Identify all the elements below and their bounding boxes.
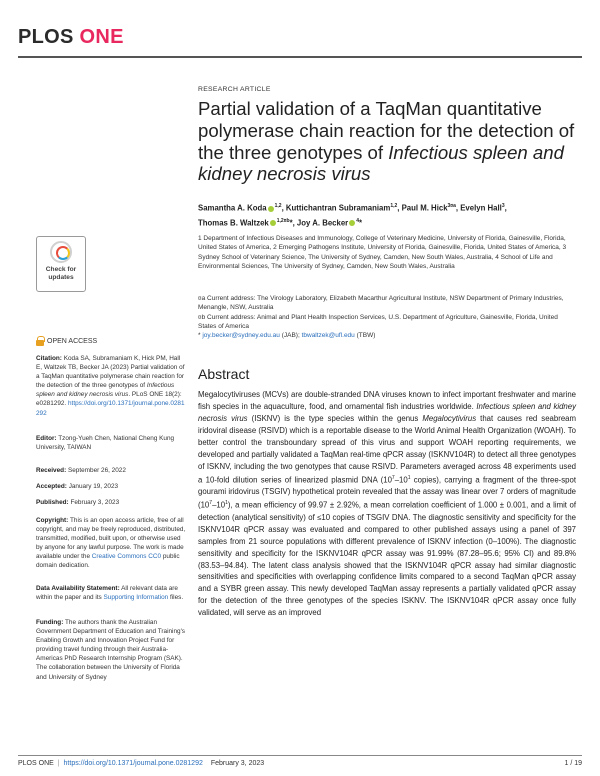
author-koda[interactable]: Samantha A. Koda (198, 203, 267, 213)
funding-text: The authors thank the Australian Government Department of Education and Training's Enabling Growth and Innovation Project Fund for providing travel funding through their Australia-Americas PhD Research Internship Program (SAK). The collaboration between the University of Florida and University of Sydney (36, 619, 185, 681)
abstract-sup: 7 (209, 500, 213, 507)
footer-journal: PLOS ONE (18, 760, 54, 767)
check-for-updates-badge[interactable] (36, 236, 86, 292)
accepted-block (36, 482, 186, 491)
email-waltzek-link[interactable]: tbwaltzek@ufl.edu (301, 332, 355, 339)
current-address-b: ¤b Current address: Animal and Plant Health Inspection Services, U.S. Department of Agriculture, Gainesville, Florida, United States of America (198, 313, 558, 330)
copyright-label: Copyright: (36, 517, 69, 524)
published-label: Published: (36, 499, 69, 506)
editor-label: Editor: (36, 435, 57, 442)
editor-text: Tzong-Yueh Chen, National Cheng Kung University, TAIWAN (36, 435, 175, 452)
open-access-label (36, 336, 97, 346)
abstract-part: –10 (212, 500, 226, 510)
footer-doi-link[interactable]: https://doi.org/10.1371/journal.pone.0281292 (63, 760, 203, 767)
funding-block (36, 618, 186, 682)
author-list (198, 200, 576, 229)
abstract-part: that causes red seabream iridoviral disease (RSIVD) which is a reportable disease to the World Animal Health Organization (WOAH). To better control the transboundary spread of this virus and support WOAH reporting requirements, we developed and partially validated a TaqMan real-time qPCR assay (ISKNV104R) to detect all three genotypes of ISKNV, including the two genotypes that cause RSIVD. Parameters averaged across 48 experiments used a 10-fold dilution series of linearized plasmid DNA (10 (198, 413, 576, 485)
received-block (36, 466, 186, 475)
editor-block (36, 434, 186, 452)
author-hick[interactable]: , Paul M. Hick (397, 203, 448, 213)
copyright-block (36, 516, 186, 571)
data-availability-label: Data Availability Statement: (36, 585, 120, 592)
current-address-a: ¤a Current address: The Virology Laboratory, Elizabeth Macarthur Agricultural Institute, NSW Department of Primary Industries, Menangle, NSW, Australia (198, 295, 564, 312)
logo-one: ONE (79, 26, 124, 48)
badge-line1: Check for (45, 266, 77, 273)
page-footer (18, 760, 582, 767)
header-rule (18, 56, 582, 58)
citation-block (36, 354, 186, 418)
abstract-part: copies), carrying a fragment of the three-spot gourami iridovirus (TSGIV) hypothetical protein revealed that the assay was linear over 7 orders of magnitude (10 (198, 475, 576, 510)
journal-logo[interactable] (18, 26, 124, 49)
open-access-text: OPEN ACCESS (47, 337, 98, 345)
author-waltzek[interactable]: Thomas B. Waltzek (198, 218, 269, 228)
badge-line2: updates (48, 273, 74, 281)
logo-plos: PLOS (18, 26, 74, 48)
page-number: 1 / 19 (564, 760, 582, 767)
correspondence (198, 331, 576, 340)
abstract-text (198, 389, 576, 619)
footer-date: February 3, 2023 (210, 760, 265, 767)
abstract-italic: Megalocytivirus (422, 413, 477, 423)
author-hall[interactable]: , Evelyn Hall (455, 203, 502, 213)
title-plain: Partial validation of a TaqMan quantitative polymerase chain reaction for the detection of the three genotypes of (198, 98, 575, 163)
footer-rule (18, 755, 582, 756)
current-addresses (198, 294, 576, 331)
affiliations: 1 Department of Infectious Diseases and Immunology, College of Veterinary Medicine, University of Florida, Gainesville, Florida, United States of America, 2 Emerging Pathogens Institute, University of Florida, Gainesville, Florida, United States of America, 3 Sydney School of Veterinary Science, The University of Sydney, Camden, New South Wales, Australia, 4 School of Life and Environmental Sciences, The University of Sydney, Camden, New South Wales, Australia (198, 235, 567, 270)
corr-star: * (198, 332, 201, 339)
cc0-link[interactable]: Creative Commons CC0 (91, 553, 162, 561)
citation-label: Citation: (36, 355, 62, 362)
author-becker[interactable]: *, Joy A. Becker (289, 218, 349, 228)
title-italic: Infectious spleen and kidney necrosis virus (198, 141, 564, 185)
abstract-part: ), a mean efficiency of 99.97 ± 2.92%, a mean correlation coefficient of 1.000 ± 0.001, and a limit of detection (analytical sensitivity) of ≤10 copies of TSGIV DNA. The diagnostic sensitivity and specificity for the ISKNV104R qPCR assay was evaluated and compared to other published assays using a panel of 397 samples from 21 source populations with different prevalence of ISKNV infection (0–100%). The diagnostic sensitivity and specificity for the ISKNV104R qPCR assay was 91.99% (87.28–95.6; 95% CI) and 89.8% (83.53–94.84). The latent class analysis showed that the ISKNV104R qPCR assay had similar diagnostic sensitivities and specificities with overlapping confidence limits compared to a second TaqMan qPCR assay and a SYBR green assay. This newly developed TaqMan assay represents a partially validated qPCR assay for the detection of the three genotypes of the species ISKNV. The ISKNV104R qPCR assay once fully validated, will serve as an improved (198, 500, 576, 618)
funding-label: Funding: (36, 619, 64, 626)
citation-italic: Infectious spleen and kidney necrosis virus (36, 382, 175, 399)
author-star: * (359, 218, 363, 228)
published-date: February 3, 2023 (70, 499, 120, 506)
article-type: RESEARCH ARTICLE (198, 86, 271, 93)
open-access-lock-icon (36, 336, 44, 346)
abstract-part: Megalocytiviruses (MCVs) are double-stranded DNA viruses known to infect important freshwater and marine fish species in the aquaculture, food, and ornamental fish industries worldwide. (198, 390, 576, 411)
abstract-heading: Abstract (198, 366, 250, 382)
footer-sep: | (57, 760, 60, 767)
crossmark-icon (50, 241, 72, 263)
citation-text2: . PLoS ONE 18(2): e0281292. (36, 391, 182, 408)
abstract-italic: Infectious spleen and kidney necrosis virus (198, 401, 576, 423)
author-comma: , (504, 203, 507, 213)
abstract-part: –10 (394, 475, 408, 485)
abstract-part: (ISKNV) is the type species within the genus (251, 413, 419, 423)
author-sup: 3¤a (447, 203, 456, 209)
author-sup: 3 (501, 203, 505, 209)
abstract-sup: 1 (225, 500, 228, 507)
accepted-label: Accepted: (36, 483, 67, 490)
data-availability-block (36, 584, 186, 602)
orcid-icon[interactable] (349, 220, 355, 226)
copyright-text2: public domain dedication. (36, 553, 180, 570)
accepted-date: January 19, 2023 (68, 483, 119, 490)
supporting-information-link[interactable]: Supporting Information (103, 594, 169, 602)
data-availability-text: All relevant data are within the paper and its (36, 585, 178, 602)
author-sup: 1,2 (390, 203, 398, 209)
author-sup: 4 (356, 217, 359, 224)
article-title (198, 98, 576, 185)
citation-text: Koda SA, Subramaniam K, Hick PM, Hall E, Waltzek TB, Becker JA (2023) Partial validation of a TaqMan quantitative polymerase chain reaction for the detection of the three genotypes of (36, 355, 185, 390)
corr-who2: (TBW) (356, 332, 376, 339)
received-label: Received: (36, 467, 67, 474)
corr-who1: (JAB); (281, 332, 300, 339)
author-subramaniam[interactable]: , Kuttichantran Subramaniam (281, 203, 391, 213)
citation-doi-link[interactable]: https://doi.org/10.1371/journal.pone.0281292 (36, 400, 185, 417)
received-date: September 26, 2022 (67, 467, 126, 474)
orcid-icon[interactable] (270, 220, 276, 226)
author-sup: 1,2 (274, 203, 282, 209)
orcid-icon[interactable] (268, 206, 274, 212)
abstract-sup: 1 (407, 474, 411, 481)
email-becker-link[interactable]: joy.becker@sydney.edu.au (202, 332, 280, 339)
copyright-text: This is an open access article, free of all copyright, and may be freely reproduced, distributed, transmitted, modified, built upon, or otherwise used by anyone for any lawful purpose. The work is made available under the (36, 517, 186, 561)
data-availability-text2: files. (169, 594, 184, 602)
abstract-sup: 7 (391, 474, 395, 481)
author-sup: 1,2¤b (276, 217, 290, 224)
published-block (36, 498, 186, 507)
